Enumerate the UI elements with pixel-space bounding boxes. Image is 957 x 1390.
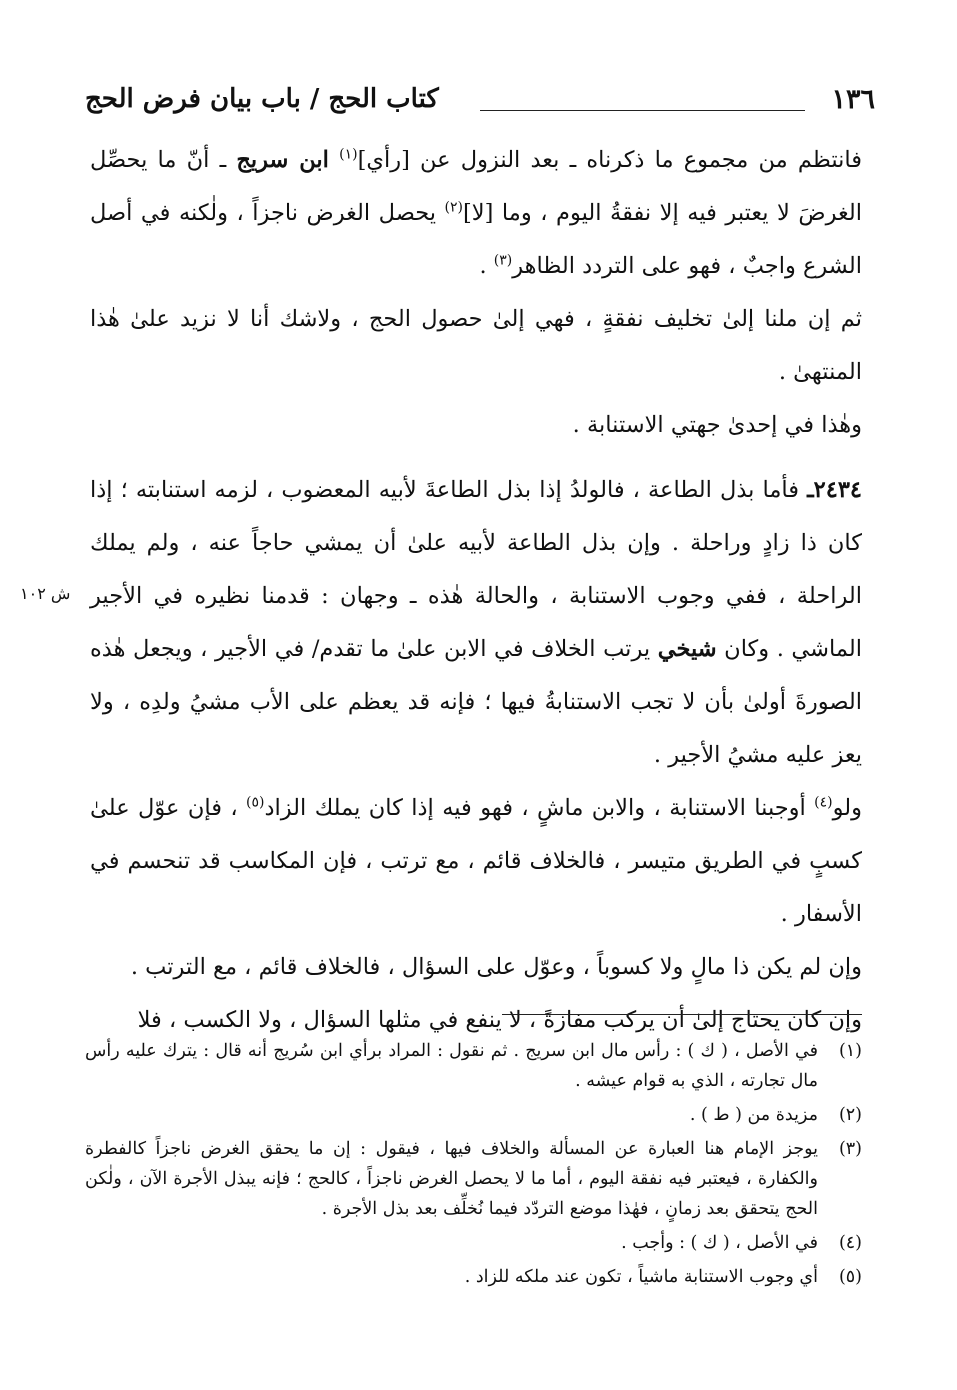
margin-note: ش ١٠٢: [20, 584, 71, 603]
footnote-number: (٣): [838, 1139, 862, 1159]
paragraph: [90, 464, 862, 782]
text-run: أوجبنا الاستنابة ، والابن ماشٍ ، فهو فيه إذا كان يملك الزاد: [264, 795, 815, 821]
footnote-text: أي وجوب الاستنابة ماشياً ، تكون عند ملكه للزاد .: [464, 1267, 818, 1287]
text-run: ، فإن عوّل علىٰ كسبٍ في الطريق متيسر ، فالخلاف قائم ، مع ترتب ، فإن المكاسب قد تنحسم في الأسفار .: [90, 795, 862, 927]
text-run: ـ أنّ ما يحصِّل الغرضَ لا يعتبر فيه إلا نفقةُ اليوم ، وما [لا]: [90, 147, 862, 226]
paragraph: [90, 399, 862, 452]
footnote-ref: (٥): [246, 794, 265, 811]
running-title: كتاب الحج / باب بيان فرض الحج: [85, 84, 439, 114]
text-run: يحصل الغرض ناجزاً ، ولٰكنه في أصل الشرع واجبٌ ، فهو على التردد الظاهر: [90, 200, 862, 279]
text-run: [329, 147, 339, 173]
footnote: [85, 1228, 862, 1258]
footnote-ref: (٣): [493, 252, 513, 269]
footnote: [85, 1262, 862, 1292]
text-run: ثم إن ملنا إلىٰ تخليف نفقةٍ ، فهي إلىٰ حصول الحج ، ولاشك أنا لا نزيد علىٰ هٰذا المنتهىٰ .: [90, 306, 862, 385]
footnote: [85, 1134, 862, 1224]
text-run: يرتب الخلاف في الابن علىٰ ما تقدم/ في الأجير ، ويجعل هٰذه الصورةَ أولىٰ بأن لا تجب الاستنابةُ فيها ؛ فإنه قد يعظم على الأب مشيُ ولدِه ، ولا يعز عليه مشيُ الأجير .: [90, 636, 862, 768]
main-text: [90, 134, 862, 1047]
bold-text: شيخي: [657, 636, 717, 662]
text-run: وإن لم يكن ذا مالٍ ولا كسوباً ، وعوّل على السؤال ، فالخلاف قائم ، مع الترتب .: [130, 954, 862, 980]
page-number: ١٣٦: [831, 84, 875, 115]
footnote: [85, 1036, 862, 1096]
footnote-text: في الأصل ، ( ك ) : وأجب .: [621, 1233, 818, 1253]
footnote-number: (١): [838, 1041, 862, 1061]
footnote-ref: (١): [339, 146, 358, 163]
footnote-text: يوجز الإمام هنا العبارة عن المسألة والخلاف فيها ، فيقول : إن ما يحقق الغرض ناجزاً كالفطرة والكفارة ، فيعتبر فيه نفقة اليوم ، أما ما لا يحصل الغرض ناجزاً ، كالحج ؛ فإنه يبذل الأجرة الآن ، ولٰكن الحج يتحقق بعد زمانٍ ، فهٰذا موضع التردّد فيما نُخلِّف بعد بذل الأجرة .: [85, 1139, 818, 1219]
text-run: فانتظم من مجموع ما ذكرناه ـ بعد النزول عن [رأي]: [357, 147, 862, 173]
footnote: [85, 1100, 862, 1130]
header-rule: [480, 110, 805, 111]
footnote-separator: [502, 1014, 862, 1015]
text-run: فأما بذل الطاعة ، فالولدُ إذا بذل الطاعةَ لأبيه المعضوب ، لزمه استنابته ؛ إذا كان ذا زادٍ وراحلة . وإن بذل الطاعة لأبيه علىٰ أن يمشي حاجاً عنه ، ولم يملك الراحلة ، ففي وجوب الاستنابة ، والحالة هٰذه ـ وجهان : قدمنا نظيره في الأجير الماشي . وكان: [90, 477, 862, 662]
bold-text: ٢٤٣٤ـ: [807, 477, 862, 503]
footnote-number: (٥): [838, 1267, 862, 1287]
text-run: .: [479, 253, 494, 279]
footnotes: [85, 1036, 862, 1296]
running-header: [85, 84, 875, 124]
footnote-ref: (٢): [444, 199, 463, 216]
footnote-text: مزيدة من ( ط ) .: [689, 1105, 818, 1125]
paragraph: [90, 941, 862, 994]
paragraph: [90, 782, 862, 941]
paragraph: [90, 293, 862, 399]
text-run: وإن كان يحتاج إلىٰ أن يركب مفازةً ، لا ينفع في مثلها السؤال ، ولا الكسب ، فلا: [137, 1007, 862, 1033]
footnote-number: (٤): [838, 1233, 862, 1253]
text-run: ولو: [832, 795, 862, 821]
footnote-ref: (٤): [814, 794, 833, 811]
paragraph: [90, 134, 862, 293]
footnote-text: في الأصل ، ( ك ) : رأس مال ابن سريج . ثم نقول : المراد برأي ابن سُريج أنه قال : يترك عليه رأس مال تجارته ، الذي به قوام عيشه .: [85, 1041, 818, 1091]
bold-text: ابن سريج: [236, 147, 329, 173]
footnote-number: (٢): [838, 1105, 862, 1125]
text-run: وهٰذا في إحدىٰ جهتي الاستنابة .: [572, 412, 862, 438]
